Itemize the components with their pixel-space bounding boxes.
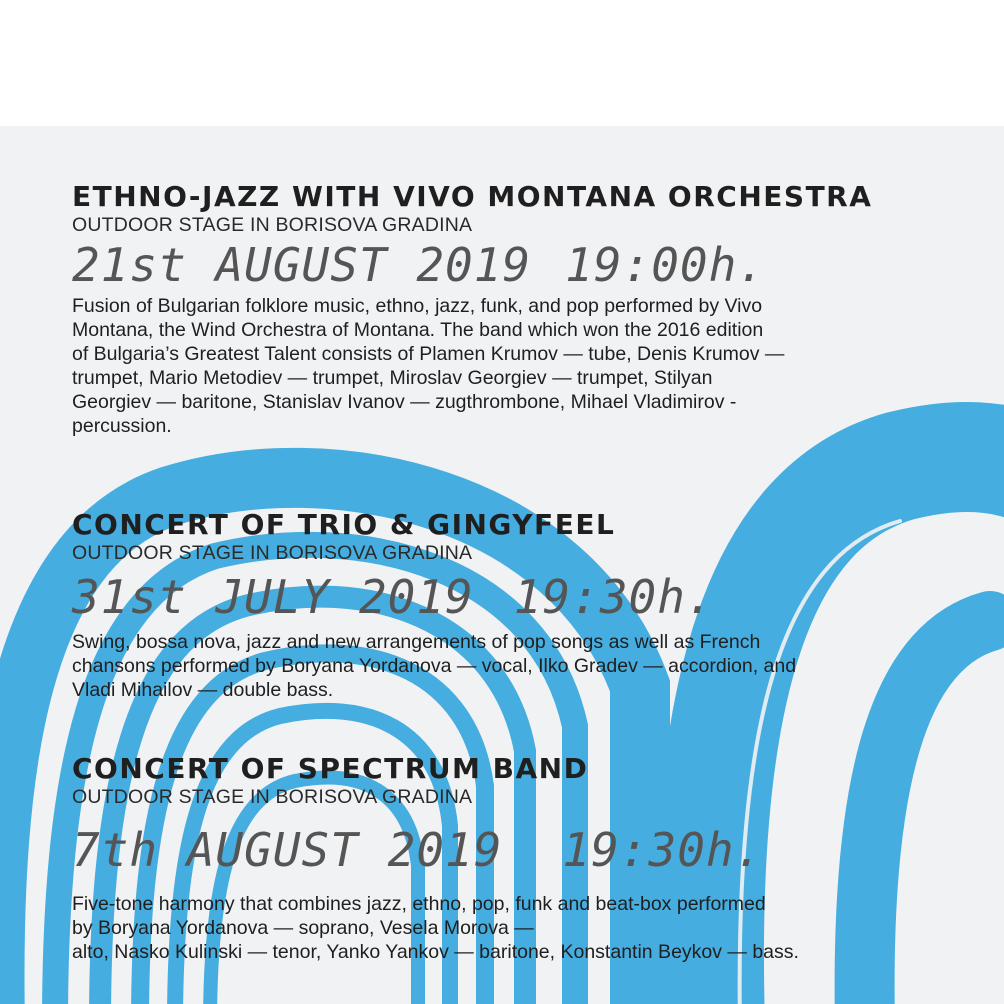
event-venue: OUTDOOR STAGE IN BORISOVA GRADINA	[72, 786, 473, 808]
event-description	[72, 892, 972, 964]
event-venue: OUTDOOR STAGE IN BORISOVA GRADINA	[72, 214, 473, 236]
description-line: chansons performed by Boryana Yordanova — vocal, Ilko Gradev — accordion, and	[72, 655, 797, 677]
description-line: trumpet, Mario Metodiev — trumpet, Miroslav Georgiev — trumpet, Stilyan	[72, 367, 713, 389]
description-line: Montana, the Wind Orchestra of Montana. The band which won the 2016 edition	[72, 319, 764, 341]
event-time: 19:30h.	[562, 823, 764, 877]
event-description	[72, 630, 972, 702]
event-date: 31st JULY 2019	[72, 570, 474, 624]
event-datetime-handwritten	[72, 808, 972, 892]
event-description	[72, 294, 972, 438]
event-venue: OUTDOOR STAGE IN BORISOVA GRADINA	[72, 542, 473, 564]
event-title: ETHNO-JAZZ WITH VIVO MONTANA ORCHESTRA	[72, 180, 873, 213]
event-date: 21st AUGUST 2019	[72, 238, 532, 292]
description-line: of Bulgaria’s Greatest Talent consists of Plamen Krumov — tube, Denis Krumov —	[72, 343, 785, 365]
event-datetime-handwritten	[72, 564, 972, 630]
description-line: Fusion of Bulgarian folklore music, ethno, jazz, funk, and pop performed by Vivo	[72, 295, 763, 317]
description-line: Five-tone harmony that combines jazz, ethno, pop, funk and beat-box performed	[72, 893, 766, 915]
description-line: Swing, bossa nova, jazz and new arrangements of pop songs as well as French	[72, 631, 761, 653]
description-line: Georgiev — baritone, Stanislav Ivanov — zugthrombone, Mihael Vladimirov -	[72, 391, 737, 413]
event-vivo-montana	[72, 180, 972, 438]
description-line: alto, Nasko Kulinski — tenor, Yanko Yankov — baritone, Konstantin Beykov — bass.	[72, 941, 799, 963]
event-date: 7th AUGUST 2019	[72, 823, 503, 877]
event-title: CONCERT OF SPECTRUM BAND	[72, 752, 589, 785]
event-spectrum-band	[72, 752, 972, 964]
event-time: 19:00h.	[565, 238, 766, 292]
description-line: Vladi Mihailov — double bass.	[72, 679, 334, 701]
event-title: CONCERT OF TRIO & GINGYFEEL	[72, 508, 616, 541]
description-line: percussion.	[72, 415, 172, 437]
event-time: 19:30h.	[513, 570, 715, 624]
event-datetime-handwritten	[72, 236, 972, 294]
event-trio-gingyfeel	[72, 508, 972, 702]
description-line: by Boryana Yordanova — soprano, Vesela Morova —	[72, 917, 534, 939]
